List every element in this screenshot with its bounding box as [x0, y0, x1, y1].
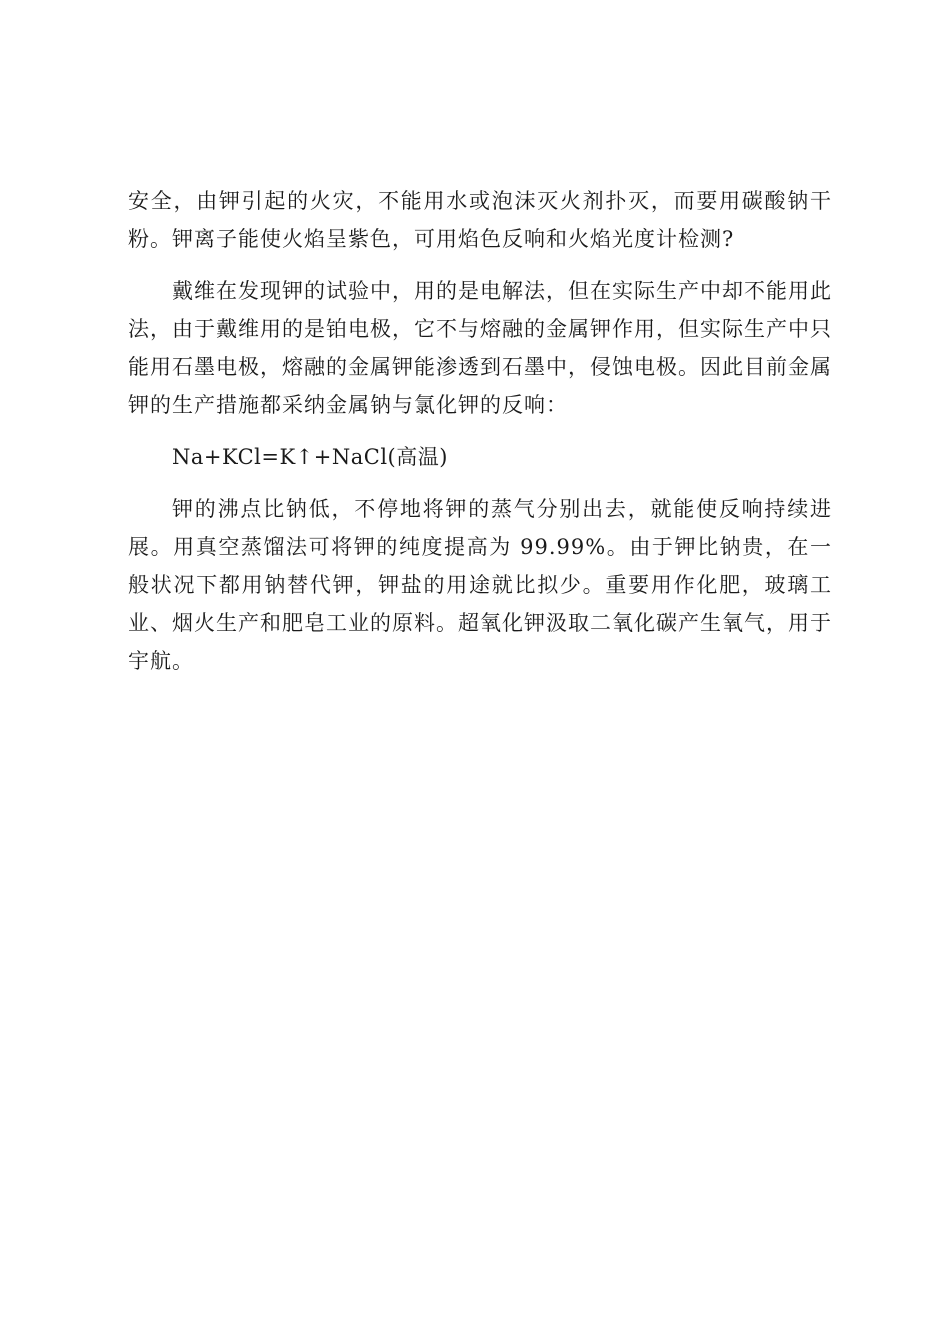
- paragraph-uses: 钾的沸点比钠低，不停地将钾的蒸气分别出去，就能使反响持续进展。用真空蒸馏法可将钾的纯度提高为 99.99%。由于钾比钠贵，在一般状况下都用钠替代钾，钾盐的用途就比拟少。重要用作化肥，玻璃工业、烟火生产和肥皂工业的原料。超氧化钾汲取二氧化碳产生氧气，用于宇航。: [128, 497, 832, 673]
- chemical-equation: Na+KCl=K↑+NaCl(高温): [172, 445, 448, 469]
- paragraph-fire-safety: 安全，由钾引起的火灾，不能用水或泡沫灭火剂扑灭，而要用碳酸钠干粉。钾离子能使火焰呈紫色，可用焰色反响和火焰光度计检测?: [128, 189, 832, 251]
- document-body: [128, 182, 832, 694]
- paragraph-electrolysis: 戴维在发现钾的试验中，用的是电解法，但在实际生产中却不能用此法，由于戴维用的是铂电极，它不与熔融的金属钾作用，但实际生产中只能用石墨电极，熔融的金属钾能渗透到石墨中，侵蚀电极。因此目前金属钾的生产措施都采纳金属钠与氯化钾的反响：: [128, 279, 832, 417]
